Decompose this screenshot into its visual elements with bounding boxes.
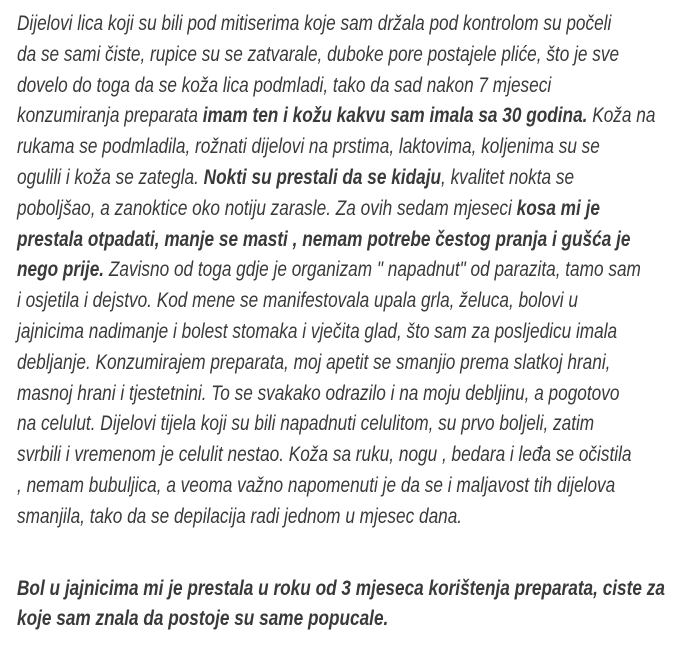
text-segment: i osjetila i dejstvo. Kod mene se manifestovala upala grla, želuca, bolovi u [17, 289, 578, 313]
text-segment: masnoj hrani i tjestetnini. To se svakako odrazilo i na moju debljinu, a pogotovo [17, 381, 620, 405]
text-line [17, 71, 698, 102]
text-line [17, 132, 698, 163]
text-line [17, 604, 698, 635]
text-segment: dovelo do toga da se koža lica podmladi, tako da sad nakon 7 mjeseci [17, 73, 552, 97]
text-column [17, 9, 698, 635]
text-segment: prestala otpadati, manje se masti , nemam potrebe čestog pranja i gušća je [17, 227, 631, 251]
text-segment: da se sami čiste, rupice su se zatvarale, duboke pore postajele pliće, što je sve [17, 42, 620, 66]
text-segment: rukama se podmladila, rožnati dijelovi na prstima, laktovima, koljenima su se [17, 135, 600, 159]
text-segment: , kvalitet nokta se [441, 165, 575, 189]
text-line [17, 471, 698, 502]
text-segment: imam ten i kožu kakvu sam imala sa 30 godina. [202, 104, 588, 128]
text-line [17, 286, 698, 317]
text-line [17, 440, 698, 471]
text-line [17, 225, 698, 256]
text-segment: Bol u jajnicima mi je prestala u roku od 3 mjeseca korištenja preparata, ciste za [17, 576, 665, 600]
text-line [17, 348, 698, 379]
text-line [17, 379, 698, 410]
conclusion-paragraph [17, 574, 698, 636]
text-line [17, 163, 698, 194]
text-segment: , nemam bubuljica, a veoma važno napomenuti je da se i maljavost tih dijelova [17, 473, 616, 497]
text-line [17, 502, 698, 533]
text-line [17, 101, 698, 132]
text-segment: svrbili i vremenom je celulit nestao. Koža sa ruku, nogu , bedara i leđa se očistila [17, 443, 632, 467]
text-segment: Koža na [587, 104, 656, 128]
text-line [17, 194, 698, 225]
text-segment: Nokti su prestali da se kidaju [203, 165, 442, 189]
text-segment: kosa mi je [516, 196, 600, 220]
text-segment: poboljšao, a zanoktice oko notiju zarasle. Za ovih sedam mjeseci [17, 196, 517, 220]
testimonial-paragraph [17, 9, 698, 533]
text-line [17, 40, 698, 71]
article-text [17, 9, 700, 635]
text-segment: koje sam znala da postoje su same popucale. [17, 607, 389, 631]
text-segment: konzumiranja preparata [17, 104, 203, 128]
text-segment: debljanje. Konzumirajem preparata, moj apetit se smanjio prema slatkoj hrani, [17, 350, 611, 374]
text-line [17, 574, 698, 605]
text-segment: nego prije. [17, 258, 105, 282]
text-line [17, 255, 698, 286]
text-segment: smanjila, tako da se depilacija radi jednom u mjesec dana. [17, 504, 463, 528]
text-segment: jajnicima nadimanje i bolest stomaka i vječita glad, što sam za posljedicu imala [17, 319, 618, 343]
text-line [17, 317, 698, 348]
text-segment: Dijelovi lica koji su bili pod mitiserima koje sam držala pod kontrolom su počeli [17, 12, 612, 35]
text-segment: Zavisno od toga gdje je organizam " napadnut" od parazita, tamo sam [104, 258, 641, 282]
text-segment: ogulili i koža se zategla. [17, 165, 204, 189]
text-line [17, 9, 698, 40]
text-line [17, 409, 698, 440]
text-segment: na celulut. Dijelovi tijela koji su bili napadnuti celulitom, su prvo boljeli, zatim [17, 412, 595, 436]
